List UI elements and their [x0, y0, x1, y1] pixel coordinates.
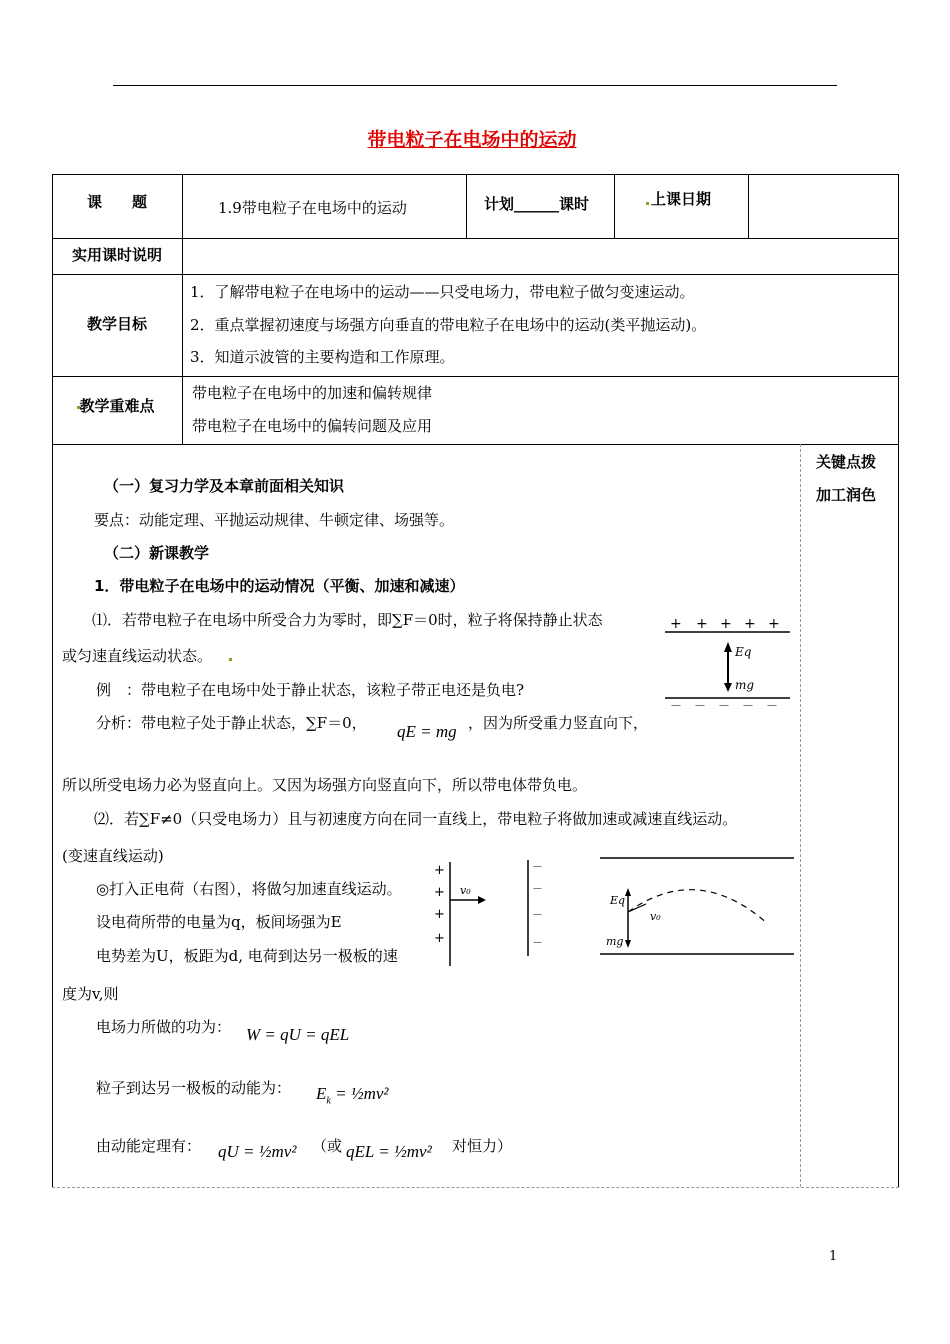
minus-sign: －: [718, 699, 731, 712]
class-date-label: 上课日期: [651, 190, 712, 208]
mg-label: mg: [606, 935, 624, 948]
table-border-right: [898, 174, 899, 1187]
plus-sign: +: [434, 863, 445, 878]
goals-label: 教学目标: [86, 315, 147, 333]
minus-sign: －: [766, 699, 779, 712]
paragraph: 度为v,则: [62, 985, 119, 1003]
minus-sign: －: [742, 699, 755, 712]
page-number: 1: [829, 1249, 838, 1264]
plus-sign: +: [434, 885, 445, 900]
paragraph: ⑵．若∑F≠0（只受电场力）且与初速度方向在同一直线上，带电粒子将做加速或减速直线运动。: [94, 810, 738, 828]
paragraph: ⑴．若带电粒子在电场中所受合力为零时，即∑F＝0时，粒子将保持静止状态: [92, 611, 603, 629]
paragraph: 所以所受电场力必为竖直向上。又因为场强方向竖直向下，所以带电体带负电。: [62, 776, 588, 794]
paragraph: 粒子到达另一极板的动能为：: [96, 1079, 292, 1097]
paragraph: 电场力所做的功为：: [96, 1018, 232, 1036]
key-point: 带电粒子在电场中的加速和偏转规律: [192, 384, 433, 402]
plus-sign: +: [696, 616, 708, 632]
page-title: 带电粒子在电场中的运动: [367, 129, 577, 151]
v0-label: v₀: [650, 910, 661, 923]
hours-note-label: 实用课时说明: [71, 246, 162, 264]
paragraph: ◎打入正电荷（右图），将做匀加速直线运动。: [96, 880, 402, 898]
plus-sign: +: [670, 616, 682, 632]
subject-value: 1.9带电粒子在电场中的运动: [218, 199, 407, 217]
equation: qEL = ½mv²: [346, 1142, 432, 1161]
equation: qE = mg: [397, 722, 457, 741]
header-rule: [113, 85, 837, 86]
v0-label: v₀: [460, 884, 471, 897]
plus-sign: +: [720, 616, 732, 632]
goal-item: 1．了解带电粒子在电场中的运动——只受电场力，带电粒子做匀变速运动。: [190, 283, 695, 301]
plus-sign: +: [434, 907, 445, 922]
paragraph: 对恒力）: [452, 1137, 513, 1155]
equation: W = qU = qEL: [246, 1025, 350, 1044]
figure-deflection: [598, 852, 796, 960]
paragraph: (变速直线运动): [62, 847, 164, 865]
paragraph: ，因为所受重力竖直向下，: [468, 714, 649, 732]
table-border-bottom: [52, 1187, 899, 1188]
side-note-line: 关键点拨: [816, 453, 877, 471]
example-text: 例 ：带电粒子在电场中处于静止状态，该粒子带正电还是负电?: [96, 681, 525, 699]
minus-sign: －: [694, 699, 707, 712]
minus-sign: －: [532, 908, 543, 921]
goal-item: 2．重点掌握初速度与场强方向垂直的带电粒子在电场中的运动(类平抛运动)。: [190, 316, 707, 334]
plus-sign: +: [434, 931, 445, 946]
paragraph: 分析：带电粒子处于静止状态，∑F＝0，: [96, 714, 367, 732]
equation: $E_k$ = ½mv²: [316, 1084, 389, 1107]
section-heading: （二）新课教学: [104, 544, 210, 562]
goal-item: 3．知道示波管的主要构造和工作原理。: [190, 348, 455, 366]
side-note-line: 加工润色: [816, 486, 877, 504]
eq-label: Eq: [610, 894, 626, 907]
plan-hours-label: 计划______课时: [484, 195, 590, 213]
paragraph: 由动能定理有：: [96, 1137, 202, 1155]
table-border-top: [52, 174, 899, 175]
paragraph: 或匀速直线运动状态。: [62, 647, 213, 665]
figure-equilibrium: [660, 612, 795, 712]
plus-sign: +: [744, 616, 756, 632]
paragraph: 电势差为U，板距为d, 电荷到达另一极板的速: [96, 947, 398, 965]
paragraph: （或: [312, 1137, 343, 1155]
equation: qU = ½mv²: [218, 1142, 297, 1161]
paragraph: 要点：动能定理、平抛运动规律、牛顿定律、场强等。: [94, 511, 455, 529]
key-points-label: 教学重难点: [79, 397, 155, 415]
section-heading: （一）复习力学及本章前面相关知识: [104, 477, 345, 495]
paragraph: 设电荷所带的电量为q，板间场强为E: [96, 913, 342, 931]
minus-sign: －: [532, 860, 543, 873]
mg-label: mg: [735, 678, 755, 692]
plus-sign: +: [768, 616, 780, 632]
subject-label: 课 题: [86, 193, 147, 211]
minus-sign: －: [532, 882, 543, 895]
minus-sign: －: [670, 699, 683, 712]
subsection-heading: 1．带电粒子在电场中的运动情况（平衡、加速和减速）: [94, 577, 465, 595]
eq-label: Eq: [735, 645, 752, 659]
key-point: 带电粒子在电场中的偏转问题及应用: [192, 417, 433, 435]
minus-sign: －: [532, 936, 543, 949]
figure-acceleration: [430, 856, 550, 974]
